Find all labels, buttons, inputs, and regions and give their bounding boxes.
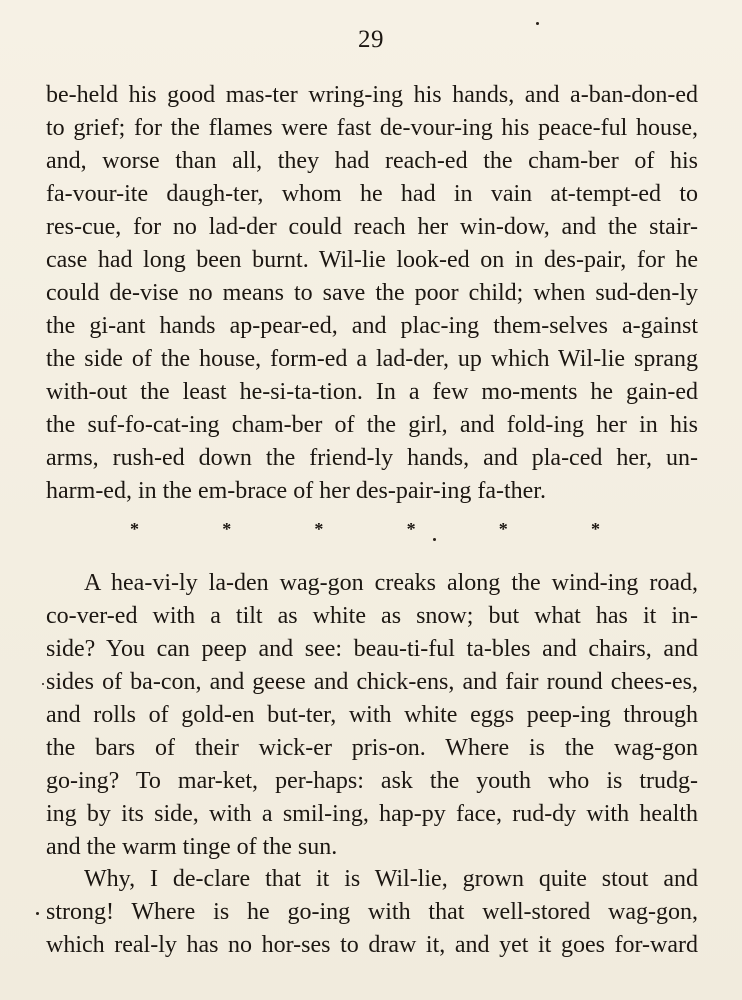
separator-star: * — [314, 519, 324, 539]
print-speck — [536, 22, 539, 25]
section-separator — [130, 519, 600, 545]
text-line: res-cue, for no lad-der could reach her win-dow, and the stair- — [46, 214, 698, 240]
text-line: and the warm tinge of the sun. — [46, 834, 338, 860]
separator-star: * — [590, 519, 600, 539]
text-line: be-held his good mas-ter wring-ing his hands, and a-ban-don-ed — [46, 82, 698, 108]
text-line: to grief; for the flames were fast de-vour-ing his peace-ful house, — [46, 115, 698, 141]
print-speck — [433, 538, 436, 541]
text-line: could de-vise no means to save the poor child; when sud-den-ly — [46, 280, 698, 306]
text-line: fa-vour-ite daugh-ter, whom he had in vain at-tempt-ed to — [46, 181, 698, 207]
text-line: and rolls of gold-en but-ter, with white eggs peep-ing through — [46, 702, 698, 728]
text-line: the suf-fo-cat-ing cham-ber of the girl, and fold-ing her in his — [46, 412, 698, 438]
text-line: Why, I de-clare that it is Wil-lie, grown quite stout and — [84, 866, 698, 892]
text-line: co-ver-ed with a tilt as white as snow; but what has it in- — [46, 603, 698, 629]
text-line: sides of ba-con, and geese and chick-ens, and fair round chees-es, — [46, 669, 698, 695]
print-speck — [36, 912, 39, 915]
text-line: side? You can peep and see: beau-ti-ful ta-bles and chairs, and — [46, 636, 698, 662]
text-line: which real-ly has no hor-ses to draw it, and yet it goes for-ward — [46, 932, 698, 958]
page-number: 29 — [358, 26, 384, 53]
text-line: go-ing? To mar-ket, per-haps: ask the youth who is trudg- — [46, 768, 698, 794]
print-speck — [42, 683, 44, 685]
text-line: the gi-ant hands ap-pear-ed, and plac-ing them-selves a-gainst — [46, 313, 698, 339]
text-line: strong! Where is he go-ing with that well-stored wag-gon, — [46, 899, 698, 925]
text-line: ing by its side, with a smil-ing, hap-py face, rud-dy with health — [46, 801, 698, 827]
text-line: the bars of their wick-er pris-on. Where is the wag-gon — [46, 735, 698, 761]
text-line: the side of the house, form-ed a lad-der, up which Wil-lie sprang — [46, 346, 698, 372]
text-line: and, worse than all, they had reach-ed the cham-ber of his — [46, 148, 698, 174]
separator-star: * — [222, 519, 232, 539]
text-line: harm-ed, in the em-brace of her des-pair-ing fa-ther. — [46, 478, 546, 504]
text-line: A hea-vi-ly la-den wag-gon creaks along the wind-ing road, — [84, 570, 698, 596]
separator-star: * — [498, 519, 508, 539]
text-line: with-out the least he-si-ta-tion. In a few mo-ments he gain-ed — [46, 379, 698, 405]
separator-star: * — [130, 519, 139, 539]
separator-star: * — [406, 519, 416, 539]
text-line: arms, rush-ed down the friend-ly hands, and pla-ced her, un- — [46, 445, 698, 471]
text-line: case had long been burnt. Wil-lie look-ed on in des-pair, for he — [46, 247, 698, 273]
